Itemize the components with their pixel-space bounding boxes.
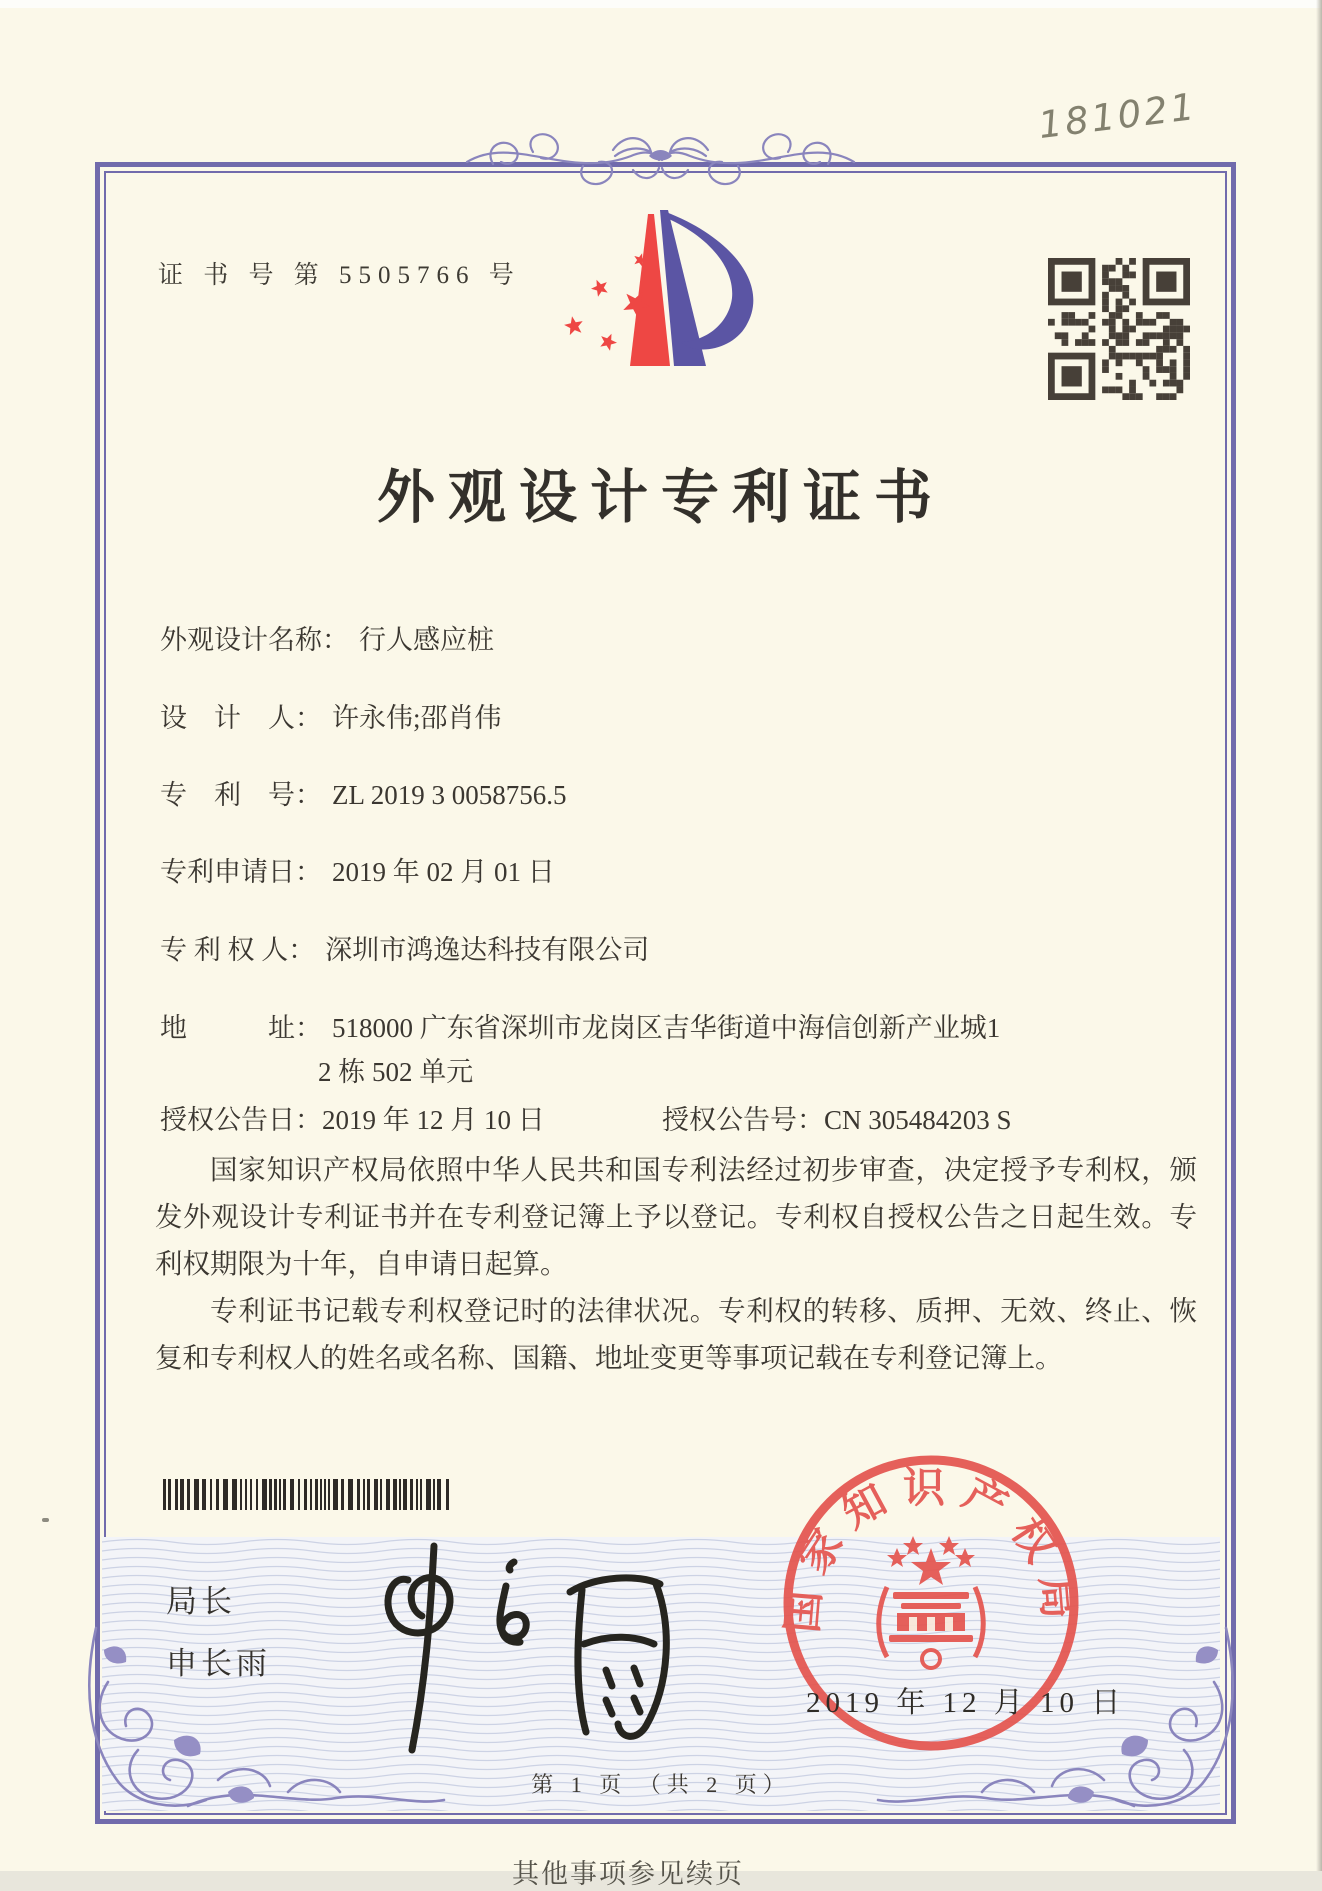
scan-speck (42, 1518, 49, 1522)
field-address (160, 1006, 1000, 1045)
field-label: 设 计 人： (160, 703, 322, 733)
field-patentee (160, 928, 649, 967)
field-value: 2019 年 02 月 01 日 (332, 857, 555, 887)
field-label: 地 址： (160, 1013, 322, 1043)
field-designer (160, 696, 502, 735)
clipped-bottom-text: 其他事项参见续页 (512, 1859, 744, 1889)
body-paragraph-1: 国家知识产权局依照中华人民共和国专利法经过初步审查，决定授予专利权，颁发外观设计专利证书并在专利登记簿上予以登记。专利权自授权公告之日起生效。专利权期限为十年，自申请日起算。 (155, 1154, 1197, 1279)
seal-date: 2019 年 12 月 10 日 (806, 1687, 1126, 1719)
field-value: 2019 年 12 月 10 日 (322, 1105, 545, 1135)
field-address-line2: 2 栋 502 单元 (318, 1057, 474, 1087)
qr-code-icon (1048, 258, 1190, 400)
field-label: 专利申请日： (160, 857, 322, 887)
sipo-logo-icon (548, 200, 808, 370)
page-number: 第 1 页 （共 2 页） (531, 1772, 791, 1797)
ornament-center-leaf (649, 150, 672, 161)
field-value: ZL 2019 3 0058756.5 (332, 780, 567, 810)
field-filing-date (160, 850, 555, 889)
top-flourish-ornament (463, 122, 858, 198)
certificate-body-text (155, 1146, 1197, 1381)
field-value: 许永伟;邵肖伟 (332, 703, 502, 733)
page-title: 外观设计专利证书 (376, 465, 945, 530)
director-name: 申长雨 (166, 1646, 271, 1681)
field-value: 行人感应桩 (359, 625, 494, 655)
field-label: 外观设计名称： (160, 625, 349, 655)
director-signature-icon (338, 1528, 688, 1763)
handwritten-number: 181021 (1036, 84, 1200, 148)
field-grant-number (662, 1098, 1012, 1137)
field-label: 专 利 权 人： (160, 935, 316, 965)
field-value: CN 305484203 S (824, 1105, 1012, 1135)
seal-emblem (879, 1536, 984, 1668)
field-patent-number (160, 773, 566, 812)
field-label: 授权公告号： (662, 1105, 824, 1135)
field-value: 深圳市鸿逸达科技有限公司 (325, 935, 650, 965)
field-label: 专 利 号： (160, 780, 322, 810)
field-value: 518000 广东省深圳市龙岗区吉华街道中海信创新产业城1 (332, 1013, 1001, 1043)
certificate-number: 证 书 号 第 5505766 号 (158, 262, 521, 289)
body-paragraph-2: 专利证书记载专利权登记时的法律状况。专利权的转移、质押、无效、终止、恢复和专利权人的姓名或名称、国籍、地址变更等事项记载在专利登记簿上。 (155, 1295, 1197, 1373)
field-grant-date (160, 1098, 545, 1137)
director-title: 局长 (166, 1584, 236, 1619)
svg-text:国家知识产权局: 国家知识产权局 (780, 1466, 1082, 1635)
scan-edge-top (0, 0, 1322, 8)
scan-edge-right (1316, 0, 1322, 1871)
field-label: 授权公告日： (160, 1105, 322, 1135)
field-design-name (160, 618, 494, 657)
barcode-icon (163, 1479, 452, 1510)
